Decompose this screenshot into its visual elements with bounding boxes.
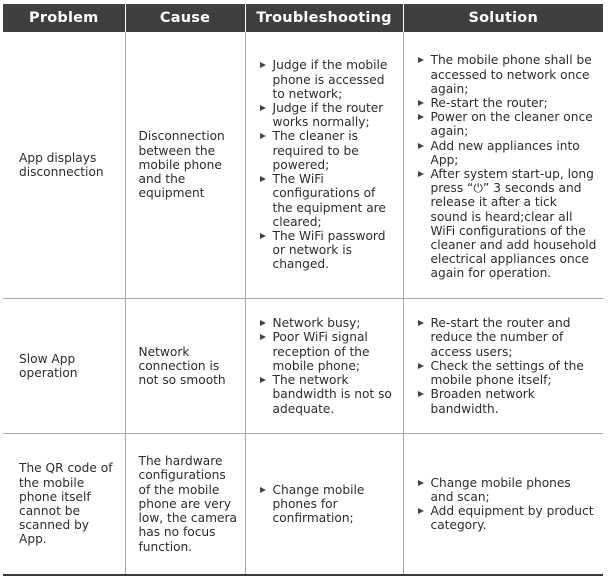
bullet-arrow-icon xyxy=(260,320,266,326)
bullet-arrow-icon xyxy=(418,114,424,120)
problem-cell: App displays disconnection xyxy=(3,32,125,299)
list-item: Broaden network bandwidth. xyxy=(418,387,598,415)
bullet-arrow-icon xyxy=(418,143,424,149)
bullet-arrow-icon xyxy=(260,176,266,182)
list-item: Judge if the router works normally; xyxy=(260,101,397,129)
list-item: The WiFi configurations of the equipment are cleared; xyxy=(260,172,397,229)
list-item: After system start-up, long press “⏻” 3 seconds and release it after a tick sound is heard;clear all WiFi configurations of the cleaner and add household electrical appliances once again for operation. xyxy=(418,167,598,281)
troubleshooting-cell xyxy=(245,434,403,576)
bullet-arrow-icon xyxy=(418,100,424,106)
cause-cell: Network connection is not so smooth xyxy=(125,299,245,434)
bullet-arrow-icon xyxy=(418,57,424,63)
problem-cell: Slow App operation xyxy=(3,299,125,434)
list-item: Judge if the mobile phone is accessed to network; xyxy=(260,58,397,101)
troubleshooting-table xyxy=(3,4,603,576)
bullet-arrow-icon xyxy=(418,320,424,326)
solution-cell xyxy=(403,434,603,576)
bullet-arrow-icon xyxy=(260,334,266,340)
list-item: The WiFi password or network is changed. xyxy=(260,229,397,272)
list-item: Poor WiFi signal reception of the mobile phone; xyxy=(260,330,397,373)
header-troubleshooting: Troubleshooting xyxy=(245,4,403,32)
problem-cell: The QR code of the mobile phone itself cannot be scanned by App. xyxy=(3,434,125,576)
bullet-arrow-icon xyxy=(260,377,266,383)
list-item: Power on the cleaner once again; xyxy=(418,110,598,138)
bullet-arrow-icon xyxy=(260,62,266,68)
list-item: The network bandwidth is not so adequate. xyxy=(260,373,397,416)
bullet-arrow-icon xyxy=(418,391,424,397)
bullet-arrow-icon xyxy=(260,133,266,139)
table-row xyxy=(3,32,603,299)
list-item: Re-start the router and reduce the number of access users; xyxy=(418,316,598,359)
list-item: The mobile phone shall be accessed to network once again; xyxy=(418,53,598,96)
header-problem: Problem xyxy=(3,4,125,32)
troubleshooting-cell xyxy=(245,32,403,299)
bullet-arrow-icon xyxy=(260,233,266,239)
header-cause: Cause xyxy=(125,4,245,32)
list-item: Re-start the router; xyxy=(418,96,598,110)
table-row xyxy=(3,299,603,434)
solution-cell xyxy=(403,32,603,299)
solution-cell xyxy=(403,299,603,434)
list-item: The cleaner is required to be powered; xyxy=(260,129,397,172)
bullet-arrow-icon xyxy=(418,480,424,486)
troubleshooting-cell xyxy=(245,299,403,434)
header-solution: Solution xyxy=(403,4,603,32)
bullet-arrow-icon xyxy=(418,508,424,514)
bullet-arrow-icon xyxy=(260,105,266,111)
cause-cell: The hardware configurations of the mobile phone are very low, the camera has no focus function. xyxy=(125,434,245,576)
list-item: Change mobile phones and scan; xyxy=(418,476,598,504)
table-header xyxy=(3,4,603,32)
bullet-arrow-icon xyxy=(418,171,424,177)
cause-cell: Disconnection between the mobile phone and the equipment xyxy=(125,32,245,299)
table-row xyxy=(3,434,603,576)
bullet-arrow-icon xyxy=(418,363,424,369)
list-item: Add new appliances into App; xyxy=(418,139,598,167)
list-item: Check the settings of the mobile phone itself; xyxy=(418,359,598,387)
list-item: Change mobile phones for confirmation; xyxy=(260,483,397,526)
list-item: Network busy; xyxy=(260,316,397,330)
bullet-arrow-icon xyxy=(260,487,266,493)
list-item: Add equipment by product category. xyxy=(418,504,598,532)
